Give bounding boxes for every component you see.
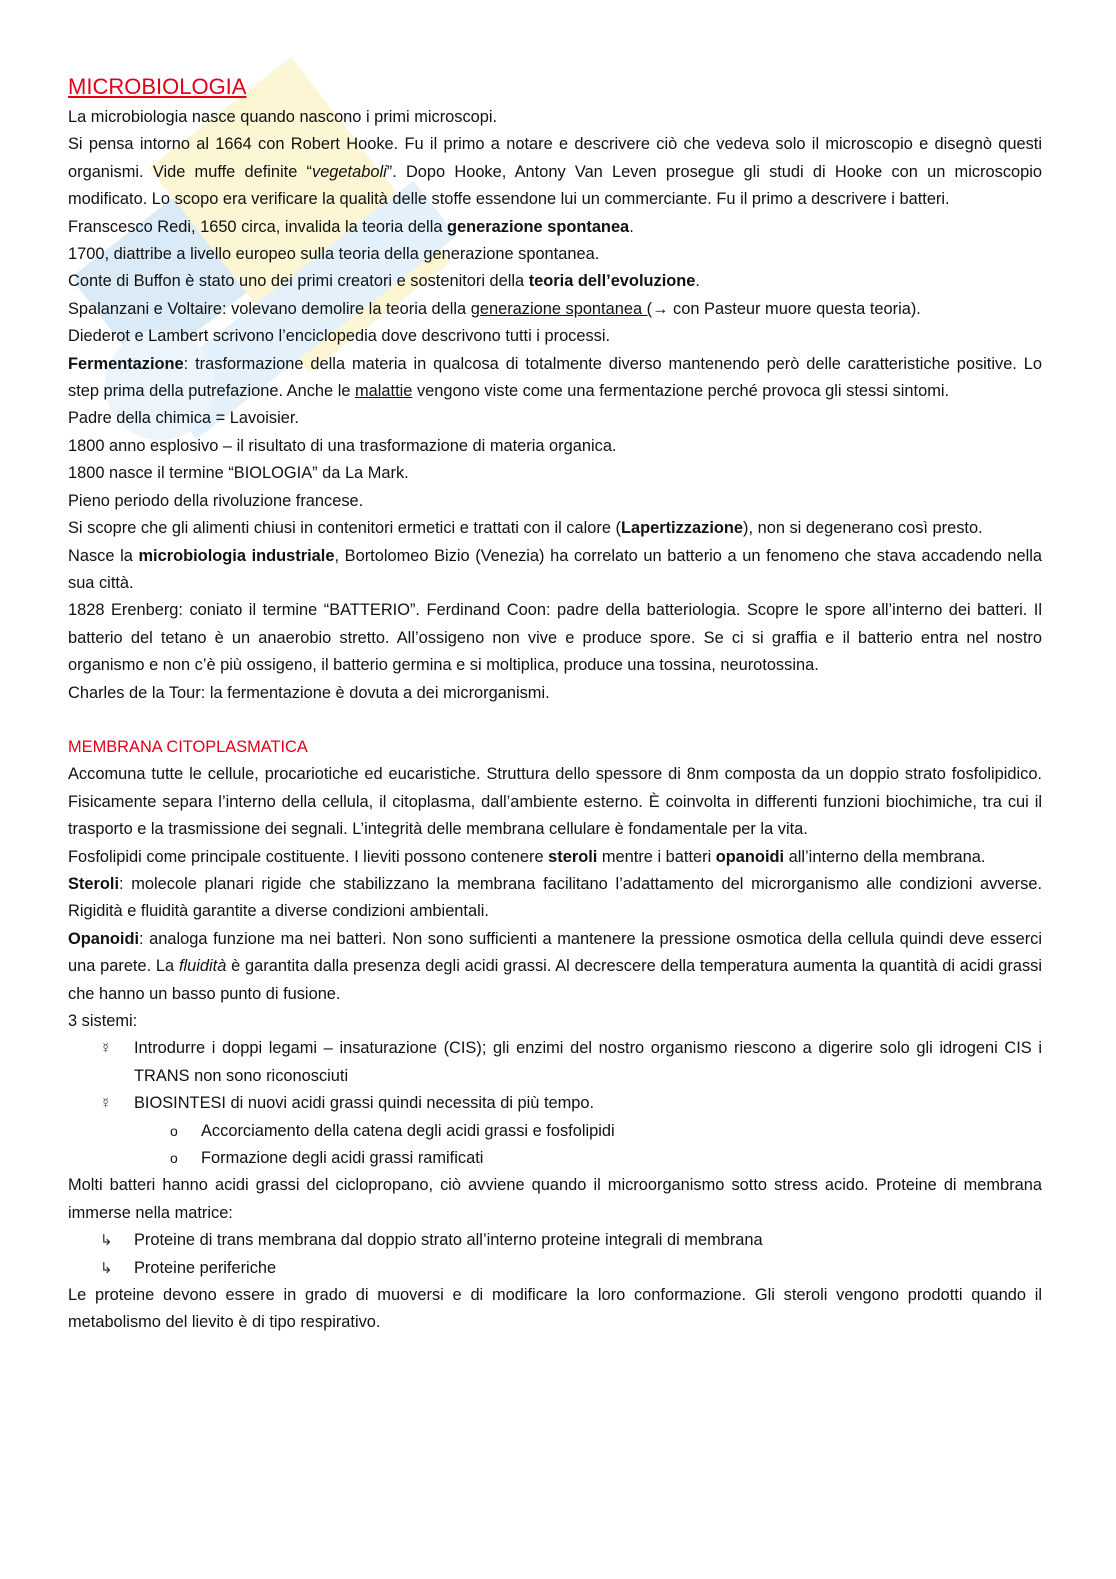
- paragraph: Diederot e Lambert scrivono l’enciclopedia dove descrivono tutti i processi.: [68, 327, 611, 346]
- list-item: ↳ Proteine di trans membrana dal doppio strato all’interno proteine integrali di membrana: [68, 1227, 1042, 1254]
- paragraph: Charles de la Tour: la fermentazione è dovuta a dei microrganismi.: [68, 683, 550, 702]
- paragraph: Nasce la microbiologia industriale, Bortolomeo Bizio (Venezia) ha correlato un batterio a un fenomeno che stava accadendo nella sua città.: [68, 546, 1043, 592]
- paragraph: Si pensa intorno al 1664 con Robert Hooke. Fu il primo a notare e descrivere ciò che vedeva solo il microscopio e disegnò questi organismi. Vide muffe definite “vegetaboli”. Dopo Hooke, Antony Van Leven prosegue gli studi di Hooke con un microscopio modificato. Lo scopo era verificare la qualità delle stoffe essendone lui un commerciante. Fu il primo a descrivere i batteri.: [68, 135, 1043, 209]
- paragraph: 1828 Erenberg: coniato il termine “BATTERIO”. Ferdinand Coon: padre della batteriologia. Scopre le spore all’interno dei batteri. Il batterio del tetano è un anaerobio stretto. All’ossigeno non vive e produce spore. Se ci si graffia e il batterio entra nel nostro organismo e non c’è più ossigeno, il batterio germina e si moltiplica, produce una tossina, neurotossina.: [68, 601, 1042, 675]
- bullet-list: [68, 1035, 1042, 1117]
- bullet-icon: ☿: [100, 1040, 112, 1058]
- paragraph: Molti batteri hanno acidi grassi del ciclopropano, ciò avviene quando il microorganismo sotto stress acido. Proteine di membrana immerse nella matrice:: [68, 1176, 1042, 1222]
- document-page: [68, 70, 1042, 1337]
- page-title: MICROBIOLOGIA: [68, 74, 247, 99]
- paragraph: Conte di Buffon è stato uno dei primi creatori e sostenitori della teoria dell’evoluzione.: [68, 272, 700, 291]
- list-item: o Formazione degli acidi grassi ramificati: [68, 1145, 1042, 1172]
- section-heading: MEMBRANA CITOPLASMATICA: [68, 737, 308, 756]
- list-item: ↳ Proteine periferiche: [68, 1255, 1042, 1282]
- list-item: o Accorciamento della catena degli acidi grassi e fosfolipidi: [68, 1118, 1042, 1145]
- arrow-bullet-icon: ↳: [100, 1232, 113, 1250]
- arrow-list: [68, 1227, 1042, 1282]
- arrow-bullet-icon: ↳: [100, 1259, 113, 1277]
- list-item: ☿ BIOSINTESI di nuovi acidi grassi quindi necessita di più tempo.: [68, 1090, 1042, 1117]
- paragraph: Spalanzani e Voltaire: volevano demolire la teoria della generazione spontanea (→ con Pasteur muore questa teoria).: [68, 299, 921, 318]
- circle-bullet-icon: o: [170, 1122, 178, 1139]
- paragraph: Le proteine devono essere in grado di muoversi e di modificare la loro conformazione. Gli steroli vengono prodotti quando il metabolismo del lievito è di tipo respirativo.: [68, 1286, 1042, 1332]
- paragraph: 1800 nasce il termine “BIOLOGIA” da La Mark.: [68, 464, 409, 483]
- list-item: ☿ Introdurre i doppi legami – insaturazione (CIS); gli enzimi del nostro organismo riescono a digerire solo gli idrogeni CIS i TRANS non sono riconosciuti: [68, 1035, 1042, 1090]
- paragraph: La microbiologia nasce quando nascono i primi microscopi.: [68, 108, 498, 126]
- paragraph: Accomuna tutte le cellule, procariotiche ed eucaristiche. Struttura dello spessore di 8nm composta da un doppio strato fosfolipidico. Fisicamente separa l’interno della cellula, il citoplasma, dall’ambiente esterno. È coinvolta in differenti funzioni biochimiche, tra cui il trasporto e la trasmissione dei segnali. L’integrità delle membrana cellulare è fondamentale per la vita.: [68, 765, 1042, 839]
- paragraph: Padre della chimica = Lavoisier.: [68, 409, 299, 428]
- bullet-icon: ☿: [100, 1095, 112, 1113]
- paragraph: Fermentazione: trasformazione della materia in qualcosa di totalmente diverso mantenendo però delle caratteristiche positive. Lo step prima della putrefazione. Anche le malattie vengono viste come una fermentazione perché provoca gli stessi sintomi.: [68, 354, 1042, 401]
- paragraph: 1800 anno esplosivo – il risultato di una trasformazione di materia organica.: [68, 436, 617, 455]
- paragraph: Si scopre che gli alimenti chiusi in contenitori ermetici e trattati con il calore (Lapertizzazione), non si degenerano così presto.: [68, 519, 983, 538]
- circle-bullet-icon: o: [170, 1150, 178, 1167]
- paragraph: 3 sistemi:: [68, 1012, 138, 1030]
- paragraph: 1700, diattribe a livello europeo sulla teoria della generazione spontanea.: [68, 245, 600, 264]
- paragraph: Opanoidi: analoga funzione ma nei batteri. Non sono sufficienti a mantenere la pressione osmotica della cellula quindi deve esserci una parete. La fluidità è garantita dalla presenza degli acidi grassi. Al decrescere della temperatura aumenta la quantità di acidi grassi che hanno un basso punto di fusione.: [68, 929, 1042, 1003]
- sub-bullet-list: [68, 1118, 1042, 1173]
- paragraph: Franscesco Redi, 1650 circa, invalida la teoria della generazione spontanea.: [68, 217, 634, 236]
- paragraph: Steroli: molecole planari rigide che stabilizzano la membrana facilitano l’adattamento del microrganismo alle condizioni avverse. Rigidità e fluidità garantite a diverse condizioni ambientali.: [68, 874, 1042, 921]
- paragraph: Fosfolipidi come principale costituente. I lieviti possono contenere steroli mentre i batteri opanoidi all’interno della membrana.: [68, 847, 986, 866]
- paragraph: Pieno periodo della rivoluzione francese.: [68, 491, 364, 510]
